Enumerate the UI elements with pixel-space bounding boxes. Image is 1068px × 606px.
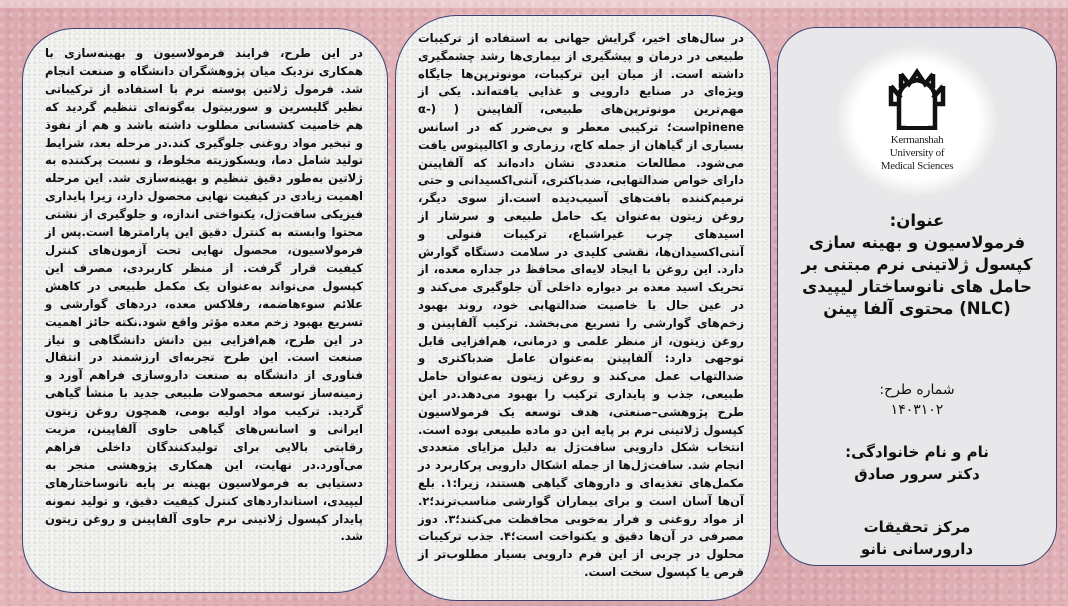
title-line-4: (NLC) محتوی آلفا پینن [823,299,1011,318]
university-logo-icon [887,68,947,130]
conclusion-text-panel [22,28,388,593]
title-line-1: فرمولاسیون و بهینه سازی [808,233,1026,252]
center-line-2: دارورسانی نانو [860,540,974,558]
top-border-strip [0,0,1068,8]
plan-number [778,380,1056,420]
university-logo [837,46,997,196]
name-label: نام و نام خانوادگی: [845,443,989,461]
researcher-name [778,441,1056,485]
name-value: دکتر سرور صادق [854,465,980,483]
university-name: Kermanshah University of Medical Sciences [880,134,954,172]
research-center [778,516,1056,560]
introduction-text-panel [395,15,771,601]
introduction-paragraph: در سال‌های اخیر، گرایش جهانی به استفاده از ترکیبات طبیعی در درمان و پیشگیری از بیماری‌ها رشد چشمگیری داشته است. از میان این ترکیبات، مونوترپن‌ها جایگاه ویژه‌ای در صنایع دارویی و غذایی یافته‌اند. یکی از مهم‌ترین مونوترپن‌های طبیعی، آلفاپینن ( (α-pinene‌است؛ ترکیبی معطر و بی‌ضرر که در اسانس بسیاری از گیاهان از جمله کاج، رزماری و اکالیپتوس یافت می‌شود. مطالعات متعددی نشان داده‌اند که آلفاپینن دارای خواص ضدالتهابی، ضدباکتری، آنتی‌اکسیدانی و حتی ترمیم‌کننده بافت‌های آسیب‌دیده است.از سوی دیگر، روغن زیتون به‌عنوان یک حامل طبیعی و سرشار از اسیدهای چرب غیراشباع، ترکیبات فنولی و آنتی‌اکسیدان‌ها، نقشی کلیدی در سلامت دستگاه گوارش دارد. این روغن با ایجاد لایه‌ای محافظ در جداره معده، از تحریک اسید معده بر دیواره داخلی آن جلوگیری می‌کند و در عین حال با خاصیت ضدالتهابی خود، روند بهبود زخم‌های گوارشی را تسریع می‌بخشد. ترکیب آلفاپینن و روغن زیتون، از منظر علمی و درمانی، هم‌افزایی قابل توجهی دارد: آلفاپینن به‌عنوان عامل ضدباکتری و ضدالتهاب عمل می‌کند و روغن زیتون به‌عنوان حامل طبیعی، جذب و پایداری ترکیب را بهبود می‌دهد.در این طرح پژوهشی–صنعتی، هدف توسعه یک فرمولاسیون کپسول ژلاتینی نرم بر پایه این دو ماده طبیعی بوده است. انتخاب شکل دارویی سافت‌ژل به دلیل مزایای متعددی انجام شد. سافت‌ژل‌ها از جمله اشکال دارویی پرکاربرد در مکمل‌های تغذیه‌ای و داروهای گیاهی هستند، زیرا:۱. بلع آن‌ها آسان است و برای بیماران گوارشی مناسب‌ترند؛۲. از مواد روغنی و فرار به‌خوبی محافظت می‌کنند؛۳. دوز مصرفی در آن‌ها دقیق و یکنواخت است؛۴. جذب ترکیبات محلول در چربی از این فرم دارویی بسیار مطلوب‌تر از قرص یا کپسول سخت است. [418,31,745,579]
title-line-2: کپسول ژلاتینی نرم مبتنی بر [801,255,1033,274]
center-line-1: مرکز تحقیقات [863,518,971,536]
conclusion-paragraph: در این طرح، فرایند فرمولاسیون و بهینه‌سازی با همکاری نزدیک میان پژوهشگران دانشگاه و صنعت انجام شد. فرمول ژلاتین پوسته نرم با استفاده از ترکیباتی نظیر گلیسرین و سوربیتول به‌گونه‌ای تنظیم گردید که هم خاصیت کشسانی مطلوب داشته باشد و هم از نفوذ و تبخیر مواد روغنی جلوگیری کند.در مرحله بعد، شرایط تولید شامل دما، ویسکوزیته مخلوط، و نسبت پرکننده به ژلاتین به‌طور دقیق تنظیم و بهینه‌سازی شد. این مرحله اهمیت زیادی در کیفیت نهایی محصول دارد، زیرا پایداری فیزیکی سافت‌ژل، یکنواختی اندازه، و جلوگیری از نشتی محتوا وابسته به کنترل دقیق این پارامترها است.پس از فرمولاسیون، محصول نهایی تحت آزمون‌های کنترل کیفیت قرار گرفت. از منظر کاربردی، مصرف این کپسول می‌تواند به‌عنوان یک مکمل طبیعی در کاهش علائم سوءهاضمه، رفلاکس معده، دردهای گوارشی و تسریع بهبود زخم معده مؤثر واقع شود.نکته حائز اهمیت در این طرح، هم‌افزایی بین دانش دانشگاهی و نیاز صنعت است. این طرح تجربه‌ای ارزشمند در انتقال فناوری از دانشگاه به صنعت داروسازی فراهم آورد و زمینه‌ساز توسعه محصولات طبیعی جدید با منشأ گیاهی گردید. ترکیب مواد اولیه بومی، همچون روغن زیتون ایرانی و اسانس‌های گیاهی حاوی آلفاپینن، مزیت رقابتی بالایی برای تولیدکنندگان داخلی فراهم می‌آورد.در نهایت، این همکاری پژوهشی منجر به دستیابی به فرمولاسیون بهینه بر پایه نانوساختارهای لیپیدی، استانداردهای کنترل کیفیت دقیق، و تولید نمونه پایدار کپسول ژلاتینی نرم حاوی آلفاپینن و روغن زیتون شد. [45,46,363,544]
title-label: عنوان: [889,211,945,230]
title-line-3: حامل های نانوساختار لیپیدی [802,277,1032,296]
project-title [778,210,1056,320]
plan-number-value: ۱۴۰۳۱۰۲ [890,402,944,418]
plan-number-label: شماره طرح: [879,382,955,398]
project-info-panel [777,27,1057,566]
